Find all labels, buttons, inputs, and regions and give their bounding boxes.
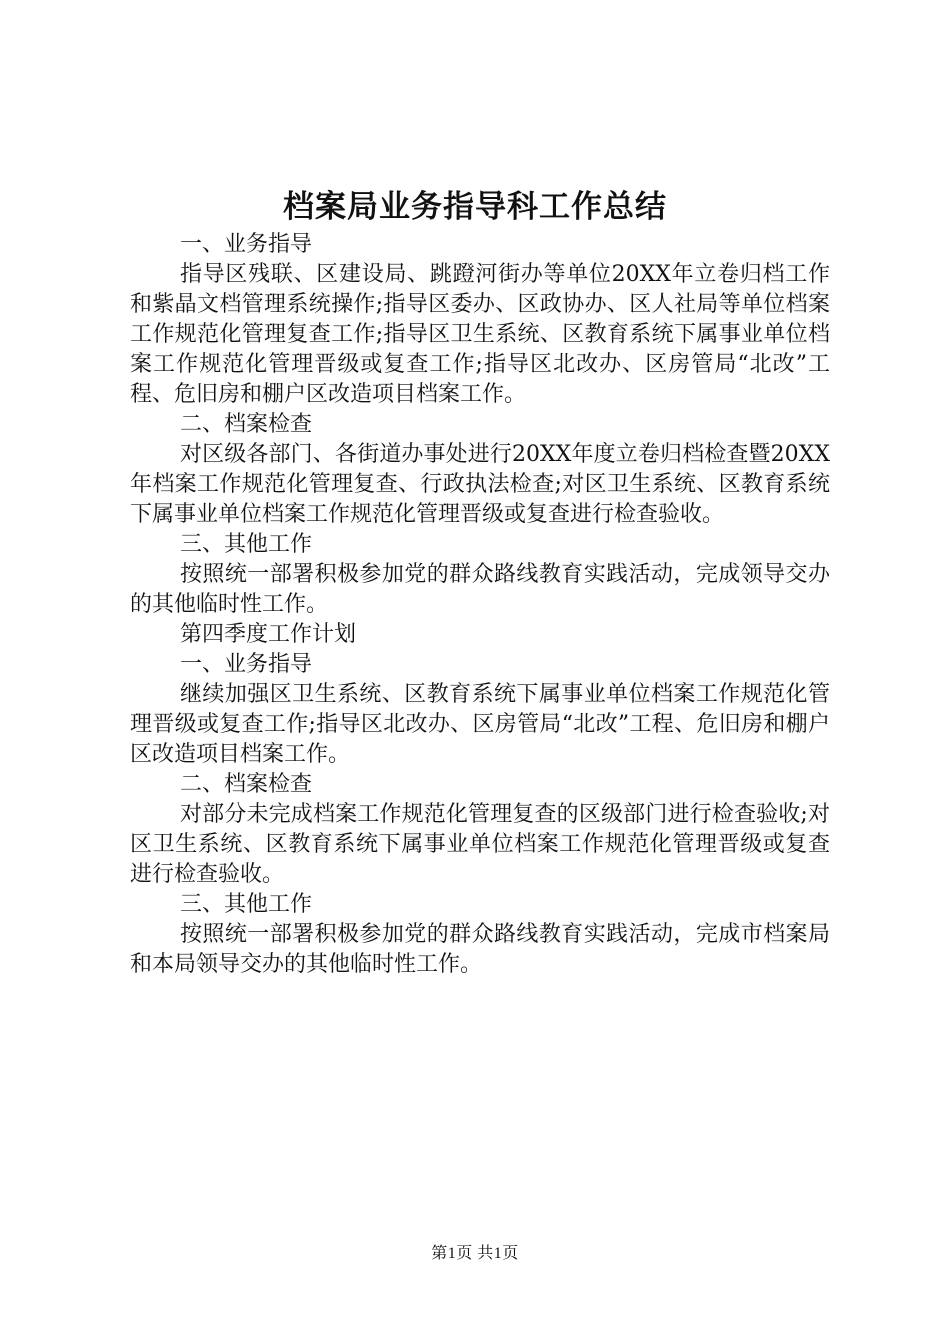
plan-heading: 第四季度工作计划 [180, 622, 357, 647]
body-paragraph: 继续加强区卫生系统、区教育系统下属事业单位档案工作规范化管理晋级或复查工作;指导区北改办、区房管局“北改”工程、危旧房和棚户区改造项目档案工作。 [130, 682, 830, 767]
document-body [130, 230, 830, 980]
body-paragraph: 按照统一部署积极参加党的群众路线教育实践活动，完成市档案局和本局领导交办的其他临时性工作。 [130, 922, 830, 977]
section-heading: 二、档案检查 [180, 772, 313, 797]
section-heading: 一、业务指导 [180, 232, 313, 257]
body-paragraph: 对部分未完成档案工作规范化管理复查的区级部门进行检查验收;对区卫生系统、区教育系统下属事业单位档案工作规范化管理晋级或复查进行检查验收。 [130, 802, 830, 887]
document-title: 档案局业务指导科工作总结 [283, 189, 667, 225]
section-heading: 三、其他工作 [180, 892, 313, 917]
body-paragraph: 对区级各部门、各街道办事处进行20XX年度立卷归档检查暨20XX年档案工作规范化管理复查、行政执法检查;对区卫生系统、区教育系统下属事业单位档案工作规范化管理晋级或复查进行检查验收。 [130, 442, 830, 527]
section-heading: 一、业务指导 [180, 652, 313, 677]
page-number-footer: 第1页 共1页 [431, 1245, 519, 1262]
section-heading: 二、档案检查 [180, 412, 313, 437]
body-paragraph: 指导区残联、区建设局、跳蹬河街办等单位20XX年立卷归档工作和紫晶文档管理系统操作;指导区委办、区政协办、区人社局等单位档案工作规范化管理复查工作;指导区卫生系统、区教育系统下属事业单位档案工作规范化管理晋级或复查工作;指导区北改办、区房管局“北改”工程、危旧房和棚户区改造项目档案工作。 [130, 262, 830, 407]
body-paragraph: 按照统一部署积极参加党的群众路线教育实践活动，完成领导交办的其他临时性工作。 [130, 562, 830, 617]
section-heading: 三、其他工作 [180, 532, 313, 557]
